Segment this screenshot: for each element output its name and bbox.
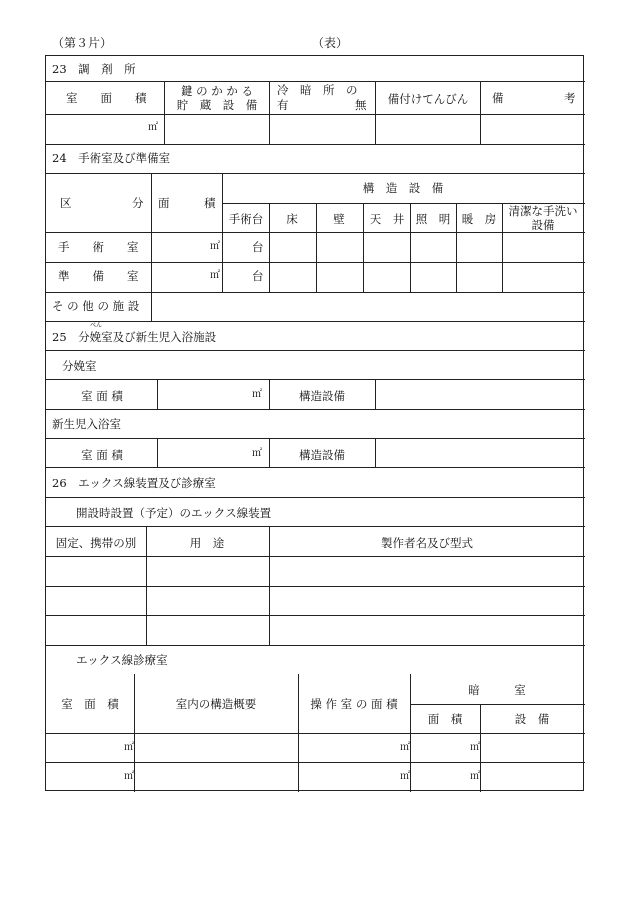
s26-row1-op-unit: ㎡ — [400, 742, 410, 753]
page-number: （第３片） — [52, 36, 113, 50]
s26-col-dark-area: 面 積 — [427, 712, 463, 726]
s24-col-area-a: 面 — [158, 196, 170, 210]
s26-device-title: 開設時設置（予定）のエックス線装置 — [76, 506, 272, 520]
s24-col-kubun-a: 区 — [60, 196, 72, 210]
s25-delivery-area-label: 室 面 積 — [81, 389, 123, 403]
s26-col-area: 室 面 積 — [61, 697, 119, 711]
s24-row-op-area-unit: ㎡ — [210, 241, 220, 252]
s23-col-dark-yes: 有 — [277, 98, 289, 112]
s24-col-kubun-b: 分 — [132, 196, 144, 210]
s24-sub-wash-line2: 設備 — [531, 218, 555, 233]
s25-newborn-area-label: 室 面 積 — [81, 448, 123, 462]
s24-row-prep-area-unit: ㎡ — [210, 270, 220, 281]
s24-sub-floor: 床 — [286, 212, 298, 226]
s24-sub-light: 照 明 — [415, 212, 451, 226]
section-25-title: 25 分娩室及び新生児入浴施設 — [52, 330, 217, 344]
s25-ruby: べん — [90, 322, 103, 329]
s26-room-title: エックス線診療室 — [76, 653, 168, 667]
s25-delivery-struct-label: 構造設備 — [299, 389, 345, 403]
s26-col-dark-equip: 設 備 — [514, 712, 550, 726]
s26-col-fixed: 固定、携帯の別 — [55, 536, 137, 550]
s24-row-op-dai: 台 — [252, 240, 264, 254]
s24-row-prep-dai: 台 — [252, 269, 264, 283]
s23-col-lock-line1: 鍵 の か か る — [180, 84, 254, 98]
s24-col-struct: 構 造 設 備 — [362, 181, 444, 195]
s24-sub-wash — [509, 204, 578, 233]
section-24-title: 24 手術室及び準備室 — [52, 151, 171, 165]
s24-sub-wall: 壁 — [333, 212, 345, 226]
s26-col-op-area: 操 作 室 の 面 積 — [310, 697, 398, 711]
form-frame — [45, 55, 584, 791]
s24-col-area-b: 積 — [204, 196, 216, 210]
s23-col-area: 室 面 積 — [66, 91, 147, 105]
s25-delivery-area-unit: ㎡ — [252, 389, 262, 400]
s24-sub-table: 手術台 — [228, 212, 264, 226]
grid-lines — [46, 56, 585, 792]
s26-col-outline: 室内の構造概要 — [175, 697, 257, 711]
s23-col-balance: 備付けてんびん — [387, 92, 469, 106]
s24-sub-ceiling: 天 井 — [369, 212, 405, 226]
s23-col-lock-line2: 貯 蔵 設 備 — [176, 98, 258, 113]
s26-row2-area-unit: ㎡ — [124, 771, 134, 782]
s26-row2-dark-unit: ㎡ — [470, 771, 480, 782]
s26-row1-dark-unit: ㎡ — [470, 742, 480, 753]
s24-row-other: そ の 他 の 施 設 — [52, 299, 140, 313]
s24-row-prep: 準 備 室 — [58, 269, 139, 283]
page-side: （表） — [312, 36, 349, 50]
s23-col-note-b: 考 — [564, 91, 576, 105]
s25-delivery-label: 分娩室 — [62, 359, 97, 373]
s23-col-note-a: 備 — [492, 91, 504, 105]
s24-row-op: 手 術 室 — [58, 240, 139, 254]
s23-col-dark-no: 無 — [355, 98, 367, 112]
s26-row2-op-unit: ㎡ — [400, 771, 410, 782]
s26-row1-area-unit: ㎡ — [124, 742, 134, 753]
s24-sub-wash-line1: 清潔な手洗い — [508, 204, 578, 218]
s24-sub-heat: 暖 房 — [461, 212, 497, 226]
s23-area-unit: ㎡ — [148, 122, 158, 133]
s23-col-dark-line1: 冷 暗 所 の — [277, 83, 358, 97]
s25-newborn-label: 新生児入浴室 — [52, 417, 121, 431]
section-23-title: 23 調 剤 所 — [52, 62, 136, 76]
s25-newborn-struct-label: 構造設備 — [299, 448, 345, 462]
s26-col-dark: 暗 室 — [468, 683, 526, 697]
section-26-title: 26 エックス線装置及び診療室 — [52, 476, 216, 490]
s25-newborn-area-unit: ㎡ — [252, 448, 262, 459]
s26-col-use: 用 途 — [189, 536, 225, 550]
s26-col-maker: 製作者名及び型式 — [381, 536, 473, 550]
s23-col-lock — [177, 84, 258, 113]
